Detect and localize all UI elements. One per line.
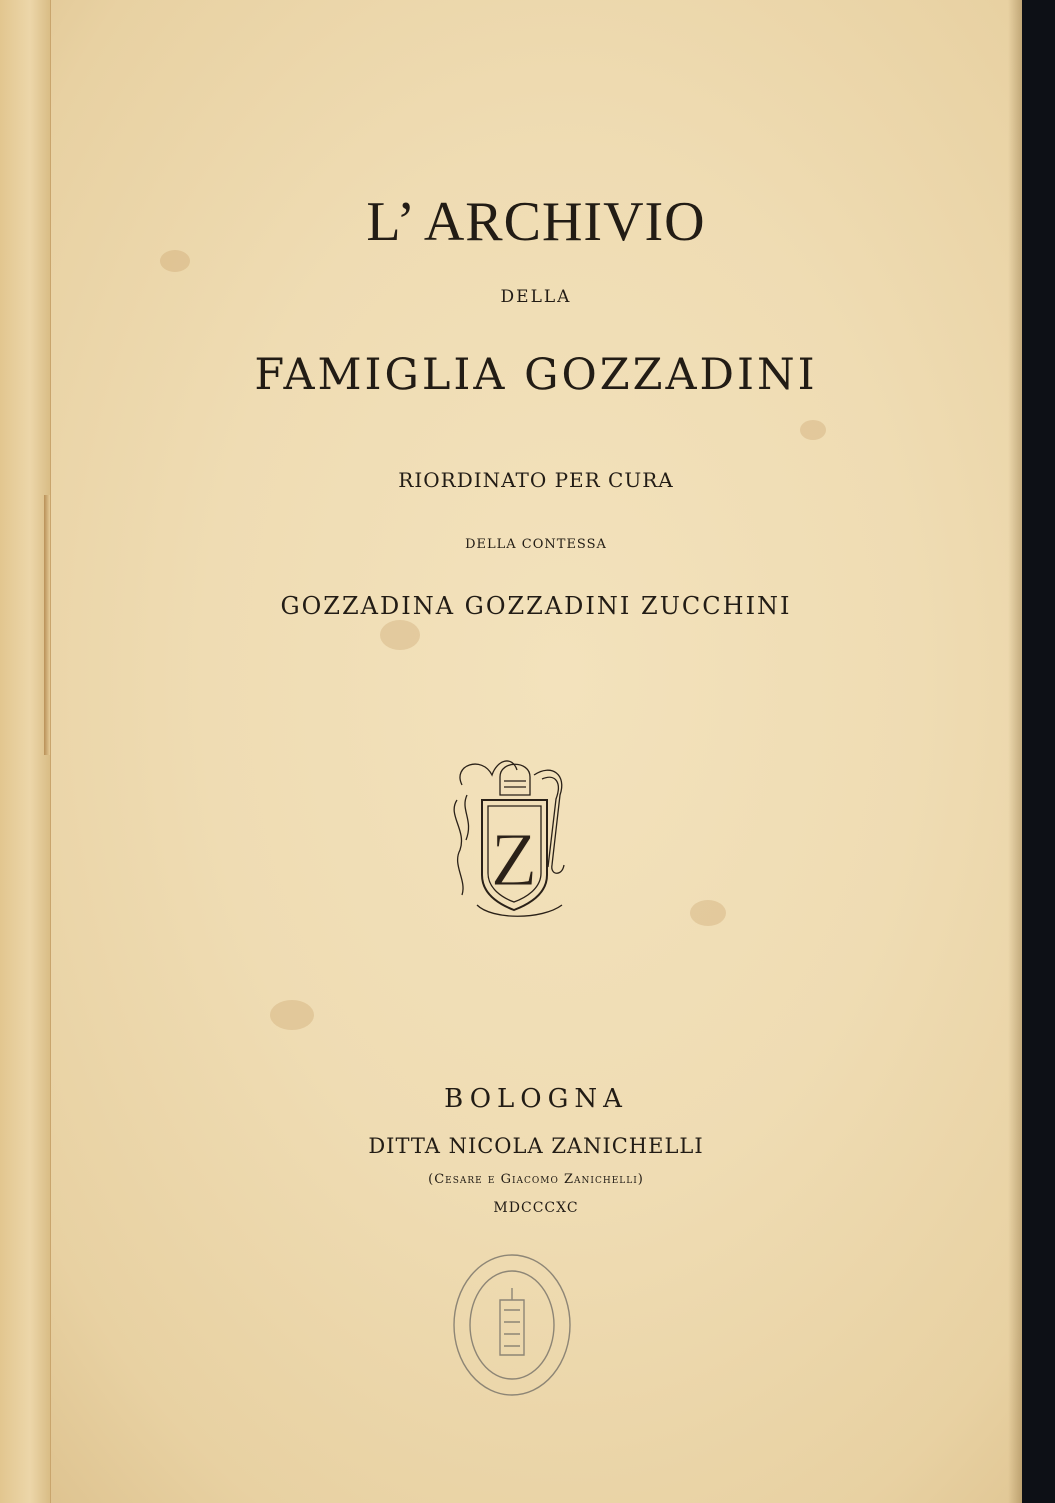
imprint-year: MDCCCXC: [493, 1200, 579, 1216]
binding-gutter: [44, 495, 50, 755]
book-title: L’ ARCHIVIO: [366, 191, 706, 253]
foxing-spot: [380, 620, 420, 650]
author-name: GOZZADINA GOZZADINI ZUCCHINI: [280, 592, 792, 620]
foxing-spot: [270, 1000, 314, 1030]
imprint-publisher: DITTA NICOLA ZANICHELLI: [368, 1134, 704, 1158]
foxing-spot: [690, 900, 726, 926]
family-crest-icon: [452, 755, 577, 920]
imprint-publisher-note: (Cesare e Giacomo Zanichelli): [428, 1172, 644, 1187]
foxing-spot: [800, 420, 826, 440]
editor-title: DELLA CONTESSA: [465, 537, 607, 552]
library-stamp-icon: [450, 1250, 575, 1400]
book-subject: FAMIGLIA GOZZADINI: [254, 350, 818, 400]
imprint-city: BOLOGNA: [444, 1084, 628, 1114]
svg-text:Z: Z: [490, 818, 538, 902]
title-connector: DELLA: [500, 287, 572, 307]
editor-intro: RIORDINATO PER CURA: [398, 468, 674, 492]
